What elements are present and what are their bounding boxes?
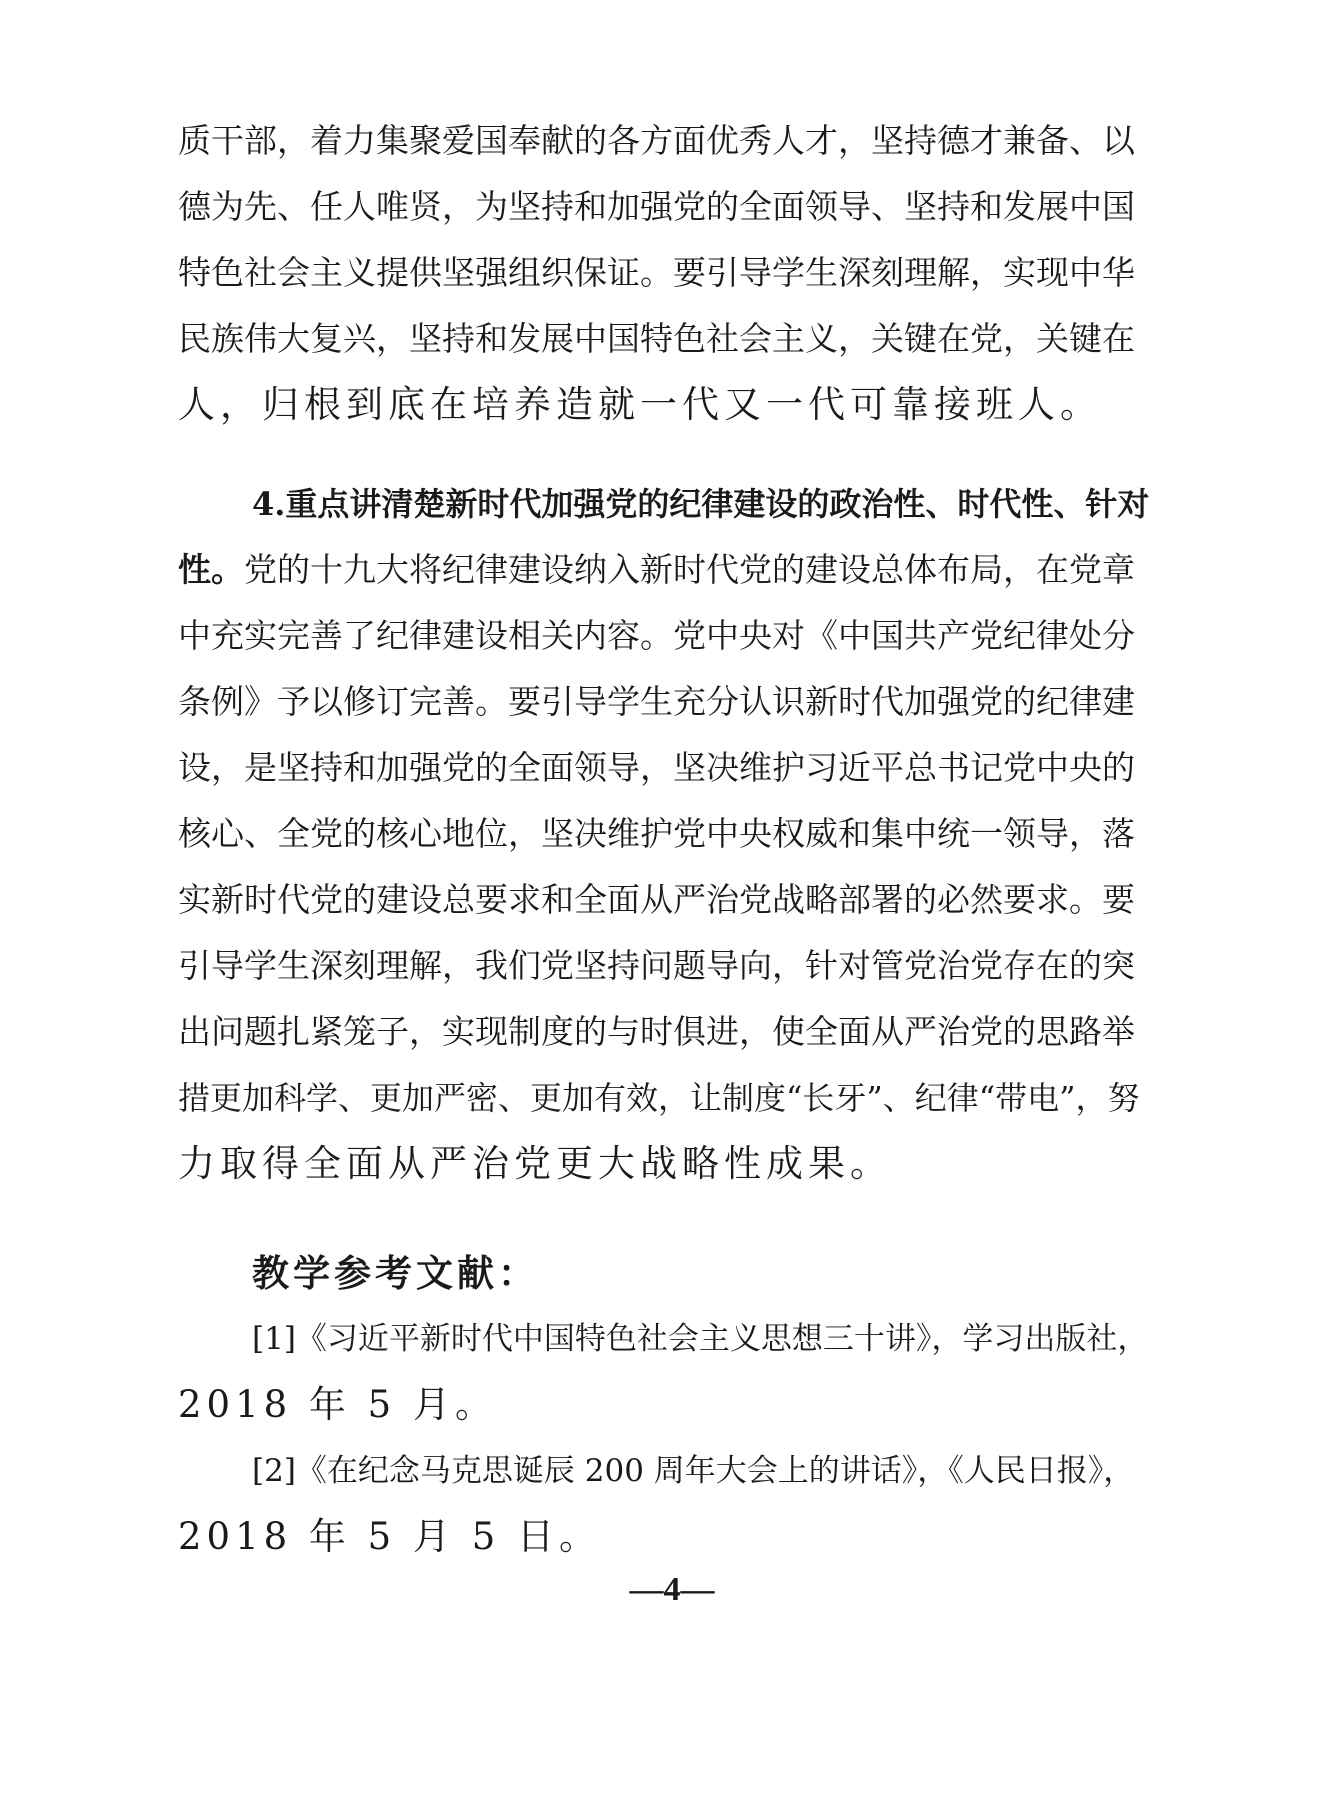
section-heading: 4.重点讲清楚新时代加强党的纪律建设的政治性、时代性、针对	[252, 485, 1150, 523]
paragraph-text: 党的十九大将纪律建设纳入新时代党的建设总体布局，在党章	[244, 550, 1135, 589]
paragraph-line: 力取得全面从严治党更大战略性成果。	[178, 1142, 892, 1185]
references-heading: 教学参考文献：	[252, 1251, 539, 1295]
reference-item-1: [1]《习近平新时代中国特色社会主义思想三十讲》，学习出版社，	[252, 1321, 1149, 1357]
paragraph-line: 特色社会主义提供坚强组织保证。要引导学生深刻理解，实现中华	[178, 253, 1135, 292]
reference-item-2-cont: 2018 年 5 月 5 日。	[178, 1515, 602, 1558]
section-4-paragraph	[178, 471, 1158, 1197]
paragraph-line: 质干部，着力集聚爱国奉献的各方面优秀人才，坚持德才兼备、以	[178, 121, 1135, 160]
reference-item-1-cont: 2018 年 5 月。	[178, 1383, 497, 1426]
paragraph-line: 民族伟大复兴，坚持和发展中国特色社会主义，关键在党，关键在	[178, 319, 1135, 358]
paragraph-line: 设，是坚持和加强党的全面领导，坚决维护习近平总书记党中央的	[178, 748, 1135, 787]
paragraph-line: 核心、全党的核心地位，坚决维护党中央权威和集中统一领导，落	[178, 814, 1135, 853]
paragraph-line: 中充实完善了纪律建设相关内容。党中央对《中国共产党纪律处分	[178, 616, 1135, 655]
reference-item-2: [2]《在纪念马克思诞辰 200 周年大会上的讲话》，《人民日报》，	[252, 1453, 1135, 1489]
paragraph-line: 人，归根到底在培养造就一代又一代可靠接班人。	[178, 383, 1102, 426]
paragraph-line: 德为先、任人唯贤，为坚持和加强党的全面领导、坚持和发展中国	[178, 187, 1135, 226]
references-section	[178, 1240, 1158, 1570]
continued-paragraph	[178, 108, 1158, 438]
paragraph-line: 出问题扎紧笼子，实现制度的与时俱进，使全面从严治党的思路举	[178, 1012, 1135, 1051]
paragraph-line: 实新时代党的建设总要求和全面从严治党战略部署的必然要求。要	[178, 880, 1135, 919]
page-number: —4—	[629, 1571, 715, 1608]
section-heading-end: 性。	[178, 550, 244, 589]
paragraph-line: 条例》予以修订完善。要引导学生充分认识新时代加强党的纪律建	[178, 682, 1135, 721]
paragraph-line	[178, 537, 1158, 603]
paragraph-line: 引导学生深刻理解，我们党坚持问题导向，针对管党治党存在的突	[178, 946, 1135, 985]
paragraph-line: 措更加科学、更加严密、更加有效，让制度“长牙”、纪律“带电”，努	[178, 1079, 1140, 1117]
